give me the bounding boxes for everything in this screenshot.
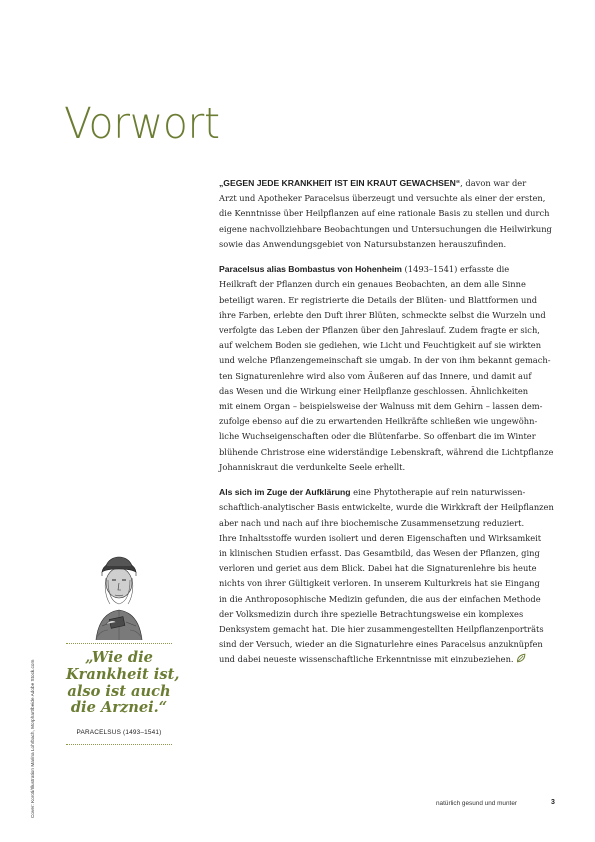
paragraph-line: sind der Versuch, wieder an die Signaturlehre eines Paracelsus anzuknüpfen (219, 639, 543, 650)
quote-line: „Wie die (85, 649, 153, 666)
quote-divider-bottom (66, 744, 172, 745)
paragraph-3 (219, 485, 554, 667)
leaf-icon (516, 653, 526, 663)
paragraph-line: der Volksmedizin durch ihre spezielle Betrachtungsweise ein komplexes (219, 608, 524, 619)
paragraph-line: auf welchem Boden sie gediehen, wie Licht und Feuchtigkeit auf sie wirkten (219, 340, 542, 351)
paragraph-line: sowie das Anwendungsgebiet von Natursubstanzen herauszufinden. (219, 238, 507, 249)
body-text (219, 176, 554, 678)
paragraph-line: Denksystem gemacht hat. Die hier zusammengestellten Heilpflanzenporträts (219, 624, 544, 635)
paragraph-line: zufolge ebenso auf die zu erwartenden Heilkräfte schließen wie ungewöhn- (219, 416, 538, 427)
paragraph-text: und dabei neueste wissenschaftliche Erkenntnisse mit einzubeziehen. (219, 654, 514, 665)
paragraph-line: Heilkraft der Pflanzen durch ein genaues Beobachten, an dem alle Sinne (219, 279, 526, 290)
paragraph-line: Johanniskraut die verdunkelte Seele erhellt. (219, 461, 406, 472)
paragraph-line (219, 485, 541, 500)
paragraph-text: , davon war der (460, 178, 527, 188)
paracelsus-portrait-icon (66, 536, 172, 642)
paragraph-2 (219, 262, 554, 475)
quote-line: Krankheit ist, (66, 665, 180, 683)
paragraph-line: blühende Christrose eine widerständige Lebenskraft, während die Lichtpflanze (219, 446, 554, 457)
page-title: Vorwort (64, 99, 220, 149)
paragraph-line: verfolgte das Leben der Pflanzen über den Jahreslauf. Zudem fragte er sich, (219, 325, 540, 336)
footer-title: natürlich gesund und munter (436, 800, 518, 807)
paragraph-line (219, 262, 541, 277)
paragraph-line: in klinischen Studien erfasst. Das Gesamtbild, das Wesen der Pflanzen, ging (219, 548, 540, 559)
paragraph-line: aber nach und nach auf ihre biochemische Zusammensetzung reduziert. (219, 517, 525, 528)
paragraph-text: eine Phytotherapie auf rein naturwissen- (350, 487, 526, 498)
paragraph-line: mit einem Organ – beispielsweise der Walnuss mit dem Gehirn – lassen dem- (219, 401, 543, 412)
paragraph-line: ten Signaturenlehre wird also vom Äußeren auf das Innere, und damit auf (219, 370, 532, 381)
paragraph-line: liche Wuchseigenschaften oder die Blütenfarbe. So offenbart die im Winter (219, 431, 536, 442)
paragraph-line: und welche Pflanzengemeinschaft sie umgab. In der von ihm bekannt gemach- (219, 355, 551, 366)
paragraph-line (219, 652, 541, 667)
quote-line: die Arznei.“ (70, 699, 168, 717)
paragraph-line: schaftlich-analytischer Basis entwickelte, wurde die Wirkkraft der Heilpflanzen (219, 502, 554, 513)
paragraph-lead: „GEGEN JEDE KRANKHEIT IST EIN KRAUT GEWACHSEN“ (219, 178, 461, 188)
image-credit: Cover: Koroti/Illustration Marina Lohrbach, Morphart/beide Adobe Stock.com (30, 659, 35, 818)
page-number: 3 (551, 799, 555, 806)
paragraph-line: eigene nachvollziehbare Beobachtungen und Untersuchungen die Heilwirkung (219, 223, 552, 234)
paragraph-lead: Als sich im Zuge der Aufklärung (219, 487, 351, 498)
paragraph-text: (1493–1541) erfasste die (401, 264, 510, 275)
paragraph-line: verloren und geriet aus dem Blick. Dabei hat die Signaturenlehre bis heute (219, 563, 537, 574)
quote-author: PARACELSUS (1493–1541) (76, 729, 162, 736)
paragraph-line: das Wesen und die Wirkung einer Heilpflanze geschlossen. Ähnlichkeiten (219, 385, 529, 396)
pull-quote (66, 649, 180, 717)
paragraph-line: ihre Farben, erlebte den Duft ihrer Blüten, schmeckte selbst die Wurzeln und (219, 309, 546, 320)
quote-divider-top (66, 643, 172, 644)
paragraph-line: Arzt und Apotheker Paracelsus überzeugt und versuchte als einer der ersten, (219, 193, 546, 204)
paragraph-line: nichts von ihrer Gültigkeit verloren. In unserem Kulturkreis hat sie Eingang (219, 578, 540, 589)
paragraph-lead: Paracelsus alias Bombastus von Hohenheim (219, 264, 402, 275)
paragraph-line: Ihre Inhaltsstoffe wurden isoliert und deren Eigenschaften und Wirksamkeit (219, 532, 542, 543)
paragraph-line: beteiligt waren. Er registrierte die Details der Blüten- und Blattformen und (219, 294, 538, 305)
quote-line: also ist auch (67, 682, 171, 700)
paragraph-line: die Kenntnisse über Heilpflanzen auf eine rationale Basis zu stellen und durch (219, 208, 550, 219)
paragraph-line: in die Anthroposophische Medizin gefunden, die aus der einfachen Methode (219, 593, 541, 604)
paragraph-1 (219, 176, 552, 252)
paragraph-line (219, 176, 541, 191)
